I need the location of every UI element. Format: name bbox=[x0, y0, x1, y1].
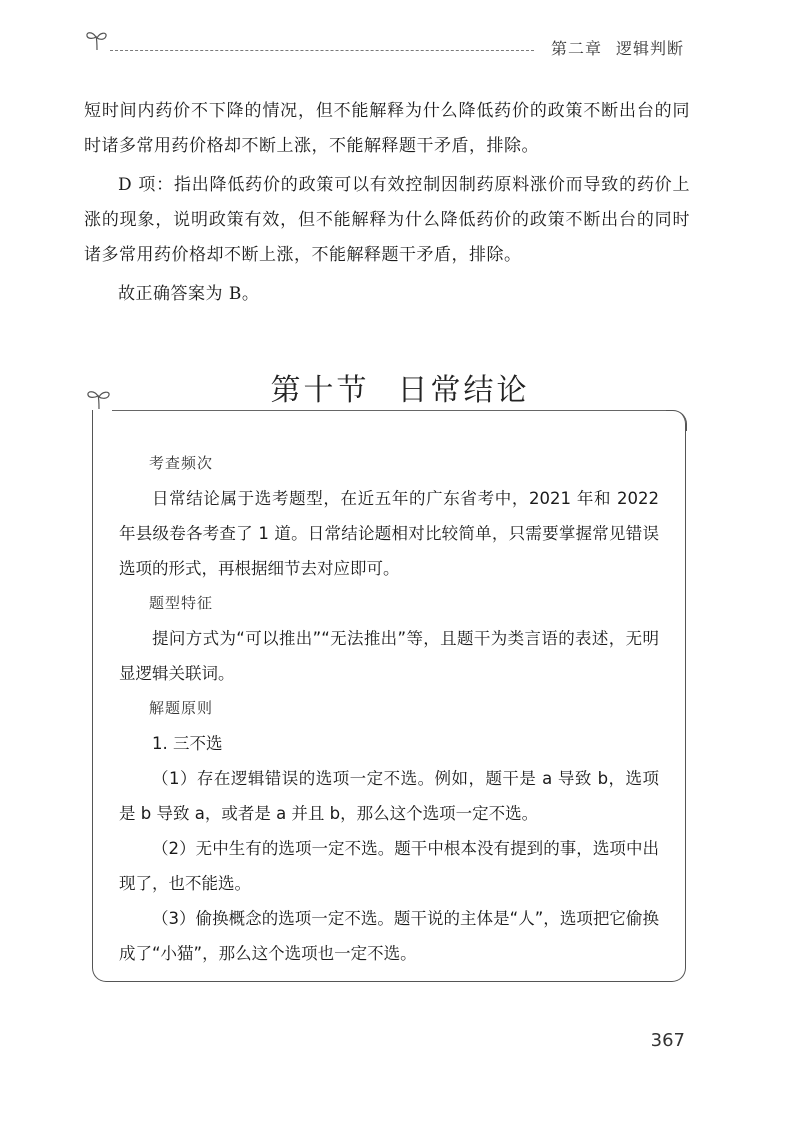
page-number: 367 bbox=[650, 1030, 685, 1051]
section-number: 第十节 bbox=[270, 372, 370, 408]
paragraph-continuation: 短时间内药价不下降的情况，但不能解释为什么降低药价的政策不断出台的同时诸多常用药价格却不断上涨，不能解释题干矛盾，排除。 bbox=[84, 101, 690, 156]
rule-1: （1）存在逻辑错误的选项一定不选。例如，题干是 a 导致 b，选项是 b 导致 a，或者是 a 并且 b，那么这个选项一定不选。 bbox=[119, 769, 659, 823]
features-text: 提问方式为“可以推出”“无法推出”等，且题干为类言语的表述，无明显逻辑关联词。 bbox=[119, 629, 659, 683]
info-box-content bbox=[119, 446, 659, 971]
chapter-label bbox=[551, 36, 684, 59]
frequency-text: 日常结论属于选考题型，在近五年的广东省考中，2021 年和 2022 年县级卷各考查了 1 道。日常结论题相对比较简单，只需要掌握常见错误选项的形式，再根据细节去对应即可。 bbox=[119, 489, 659, 578]
label-features: 题型特征 bbox=[149, 594, 214, 612]
sprout-icon bbox=[84, 28, 110, 52]
header-rule bbox=[110, 50, 534, 51]
section-title bbox=[0, 365, 800, 409]
label-frequency: 考查频次 bbox=[149, 454, 214, 472]
info-box bbox=[92, 410, 686, 982]
sprout-icon bbox=[84, 385, 114, 411]
chapter-title: 逻辑判断 bbox=[615, 39, 684, 58]
chapter-number: 第二章 bbox=[550, 39, 602, 58]
running-header bbox=[84, 28, 684, 58]
principle-heading: 1. 三不选 bbox=[152, 734, 223, 753]
section-name: 日常结论 bbox=[397, 372, 530, 408]
label-principles: 解题原则 bbox=[149, 699, 214, 717]
paragraph-answer: 故正确答案为 B。 bbox=[118, 284, 260, 304]
rule-2: （2）无中生有的选项一定不选。题干中根本没有提到的事，选项中出现了，也不能选。 bbox=[119, 839, 659, 893]
rule-3: （3）偷换概念的选项一定不选。题干说的主体是“人”，选项把它偷换成了“小猫”，那么这个选项也一定不选。 bbox=[119, 909, 659, 963]
body-text bbox=[84, 94, 690, 312]
paragraph-option-d: D 项：指出降低药价的政策可以有效控制因制药原料涨价而导致的药价上涨的现象，说明政策有效，但不能解释为什么降低药价的政策不断出台的同时诸多常用药价格却不断上涨，不能解释题干矛盾，排除。 bbox=[84, 175, 690, 265]
